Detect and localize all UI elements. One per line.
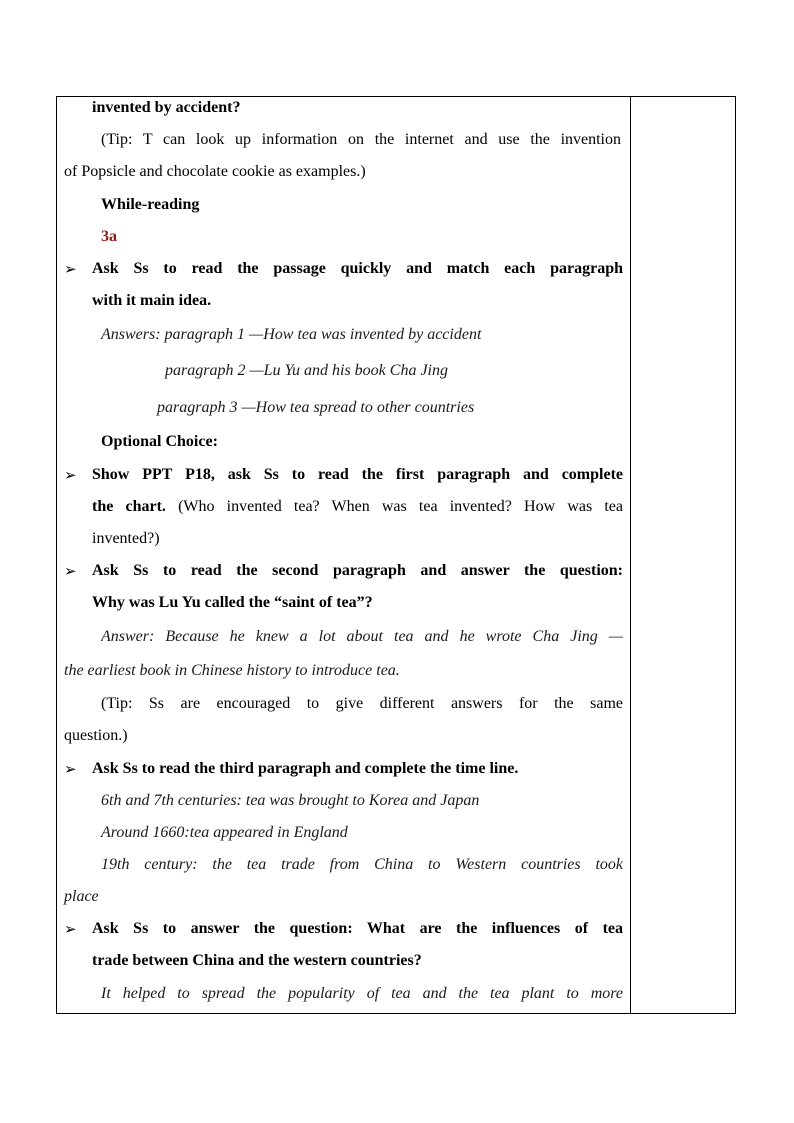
text-line: question.) <box>64 727 128 744</box>
answer-line: the earliest book in Chinese history to introduce tea. <box>64 662 400 679</box>
text-line: Ask Ss to read the second paragraph and answer the question: <box>92 562 623 579</box>
section-heading-while-reading: While-reading <box>101 196 200 213</box>
answer-line: Answer: Because he knew a lot about tea and he wrote Cha Jing — <box>101 628 623 645</box>
bullet-arrow-icon: ➢ <box>64 920 77 938</box>
text-line: invented?) <box>92 530 160 547</box>
text-line <box>92 497 623 517</box>
text-line: with it main idea. <box>92 292 212 309</box>
text-line: of Popsicle and chocolate cookie as examples.) <box>64 163 366 180</box>
text-line: Ask Ss to read the third paragraph and complete the time line. <box>92 760 519 777</box>
text-fragment: the chart. <box>92 498 166 515</box>
table-column-divider <box>630 96 631 1014</box>
timeline-line: place <box>64 888 99 905</box>
bullet-arrow-icon: ➢ <box>64 562 77 580</box>
bullet-arrow-icon: ➢ <box>64 466 77 484</box>
answer-line: paragraph 2 —Lu Yu and his book Cha Jing <box>165 362 448 379</box>
text-line: trade between China and the western countries? <box>92 952 422 969</box>
text-line: invented by accident? <box>92 99 241 116</box>
text-line: Ask Ss to answer the question: What are the influences of tea <box>92 920 623 937</box>
answer-line: It helped to spread the popularity of tea and the tea plant to more <box>101 985 623 1002</box>
bullet-arrow-icon: ➢ <box>64 260 77 278</box>
timeline-line: 6th and 7th centuries: tea was brought to Korea and Japan <box>101 792 480 809</box>
text-line: Ask Ss to read the passage quickly and match each paragraph <box>92 260 623 277</box>
text-fragment: (Who invented tea? When was tea invented? How was tea <box>165 498 623 515</box>
answer-line: paragraph 3 —How tea spread to other countries <box>157 399 475 416</box>
answer-line: Answers: paragraph 1 —How tea was invented by accident <box>101 326 482 343</box>
timeline-line: Around 1660:tea appeared in England <box>101 824 348 841</box>
text-line: Show PPT P18, ask Ss to read the first paragraph and complete <box>92 466 623 483</box>
lesson-table <box>56 96 736 1014</box>
bullet-arrow-icon: ➢ <box>64 760 77 778</box>
text-line: (Tip: Ss are encouraged to give different answers for the same <box>101 695 623 712</box>
activity-label-3a: 3a <box>101 228 117 245</box>
section-heading-optional: Optional Choice: <box>101 433 218 450</box>
timeline-line: 19th century: the tea trade from China to Western countries took <box>101 856 623 873</box>
text-line: (Tip: T can look up information on the internet and use the invention <box>101 131 621 148</box>
text-line: Why was Lu Yu called the “saint of tea”? <box>92 594 373 611</box>
